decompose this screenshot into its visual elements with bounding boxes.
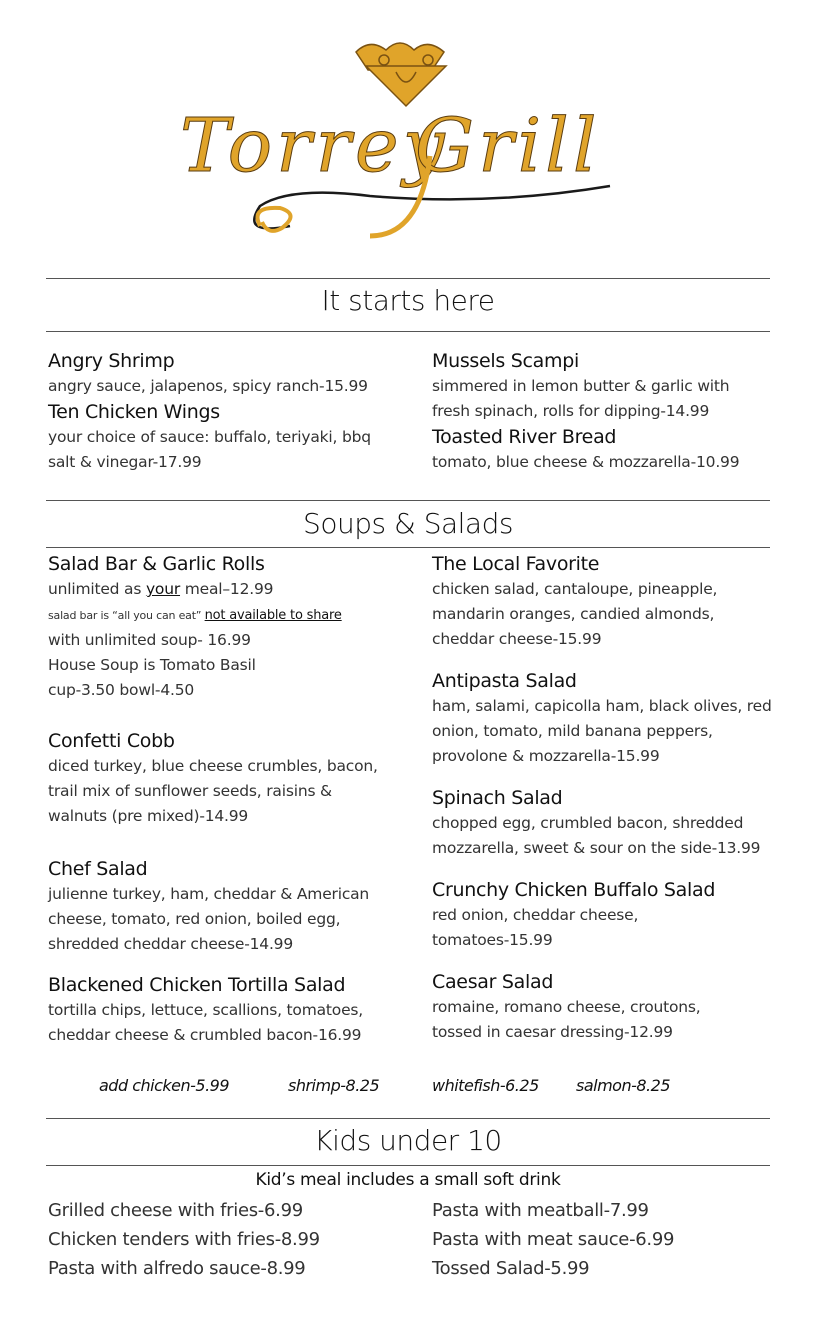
kids-item: Grilled cheese with fries-6.99 [48, 1200, 303, 1221]
item-desc: House Soup is Tomato Basil [48, 656, 256, 674]
menu-item [432, 668, 772, 769]
item-name: Angry Shrimp [48, 350, 175, 372]
divider [46, 547, 770, 548]
item-name: Chef Salad [48, 858, 148, 880]
menu-item [432, 969, 772, 1045]
starts-right-column [432, 348, 762, 475]
item-desc: tortilla chips, lettuce, scallions, tomatoes, cheddar cheese & crumbled bacon-16.99 [48, 1001, 364, 1044]
svg-text:Torrey: Torrey [180, 103, 449, 189]
menu-item [432, 551, 772, 652]
section-title-soups: Soups & Salads [303, 507, 513, 540]
salad-addons [0, 1076, 816, 1100]
menu-item [432, 424, 762, 475]
item-desc: romaine, romano cheese, croutons, tossed in caesar dressing-12.99 [432, 998, 701, 1041]
svg-text:Grill: Grill [415, 103, 601, 189]
item-name: The Local Favorite [432, 553, 600, 575]
kids-item: Tossed Salad-5.99 [432, 1258, 590, 1279]
soups-left-column [48, 551, 393, 1048]
item-desc: your choice of sauce: buffalo, teriyaki, bbq salt & vinegar-17.99 [48, 428, 371, 471]
item-desc: tomato, blue cheese & mozzarella-10.99 [432, 453, 740, 471]
item-name: Ten Chicken Wings [48, 401, 220, 423]
kids-subtitle: Kid’s meal includes a small soft drink [255, 1170, 561, 1190]
menu-item [432, 348, 762, 424]
item-name: Antipasta Salad [432, 670, 577, 692]
item-name: Mussels Scampi [432, 350, 579, 372]
addon-shrimp: shrimp-8.25 [288, 1076, 380, 1095]
addon-chicken: add chicken-5.99 [99, 1076, 230, 1095]
divider [46, 500, 770, 501]
item-desc: chopped egg, crumbled bacon, shredded mozzarella, sweet & sour on the side-13.99 [432, 814, 761, 857]
starts-left-column [48, 348, 408, 475]
item-desc: chicken salad, cantaloupe, pineapple, mandarin oranges, candied almonds, cheddar cheese-15.99 [432, 580, 718, 648]
menu-item [48, 856, 393, 957]
item-desc: julienne turkey, ham, cheddar & American cheese, tomato, red onion, boiled egg, shredded cheddar cheese-14.99 [48, 885, 370, 953]
item-name: Crunchy Chicken Buffalo Salad [432, 879, 716, 901]
menu-item [432, 785, 772, 861]
item-name: Salad Bar & Garlic Rolls [48, 553, 265, 575]
item-name: Spinach Salad [432, 787, 563, 809]
menu-item [48, 348, 408, 399]
divider [46, 331, 770, 332]
item-desc: unlimited as your meal–12.99 [48, 580, 274, 598]
menu-item [432, 877, 772, 953]
addon-salmon: salmon-8.25 [576, 1076, 670, 1095]
menu-item-salad-bar [48, 551, 393, 703]
addon-whitefish: whitefish-6.25 [432, 1076, 539, 1095]
kids-item: Pasta with meatball-7.99 [432, 1200, 649, 1221]
section-title-kids: Kids under 10 [314, 1124, 502, 1157]
kids-item: Pasta with alfredo sauce-8.99 [48, 1258, 306, 1279]
item-desc: cup-3.50 bowl-4.50 [48, 681, 195, 699]
section-title-starts: It starts here [321, 284, 495, 317]
item-desc: diced turkey, blue cheese crumbles, bacon, trail mix of sunflower seeds, raisins & walnuts (pre mixed)-14.99 [48, 757, 378, 825]
item-desc: ham, salami, capicolla ham, black olives, red onion, tomato, mild banana peppers, provolone & mozzarella-15.99 [432, 697, 772, 765]
kids-item: Pasta with meat sauce-6.99 [432, 1229, 675, 1250]
menu-item [48, 972, 393, 1048]
item-desc: simmered in lemon butter & garlic with fresh spinach, rolls for dipping-14.99 [432, 377, 730, 420]
crown-ornament-icon [356, 43, 446, 106]
divider [46, 1165, 770, 1166]
menu-item [48, 728, 393, 829]
item-name: Toasted River Bread [432, 426, 617, 448]
item-name: Blackened Chicken Tortilla Salad [48, 974, 346, 996]
item-name: Caesar Salad [432, 971, 554, 993]
item-desc: angry sauce, jalapenos, spicy ranch-15.99 [48, 377, 368, 395]
menu-item [48, 399, 388, 475]
item-note: salad bar is “all you can eat” not available to share [48, 608, 342, 623]
kids-right-column [432, 1196, 792, 1283]
torrey-grill-logo [170, 36, 640, 251]
divider [46, 1118, 770, 1119]
kids-left-column [48, 1196, 408, 1283]
soups-right-column [432, 551, 772, 1045]
item-desc: red onion, cheddar cheese, tomatoes-15.99 [432, 906, 639, 949]
item-name: Confetti Cobb [48, 730, 175, 752]
divider [46, 278, 770, 279]
item-desc: with unlimited soup- 16.99 [48, 631, 251, 649]
kids-item: Chicken tenders with fries-8.99 [48, 1229, 320, 1250]
